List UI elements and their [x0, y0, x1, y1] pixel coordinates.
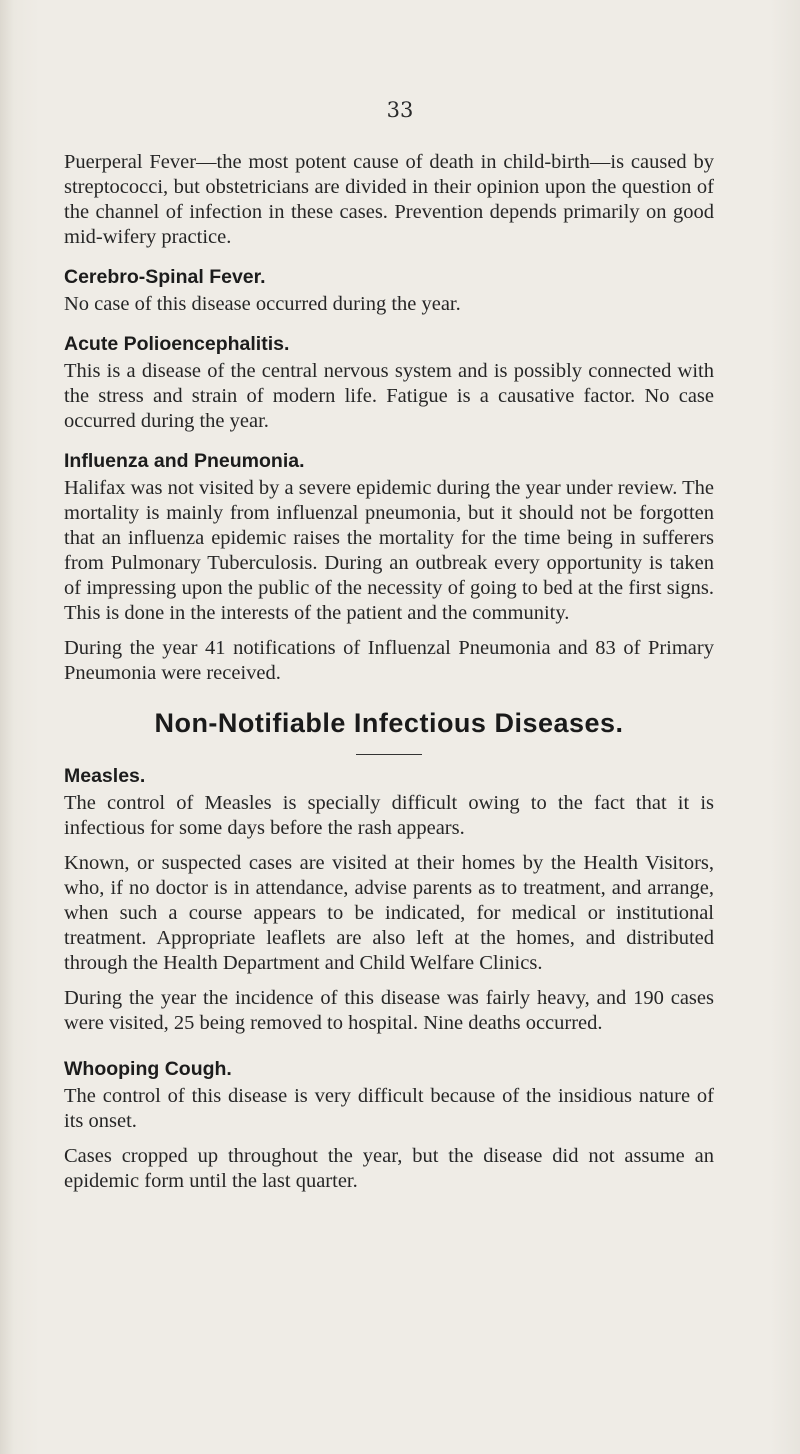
- page-content: [64, 150, 714, 1204]
- section-divider: [356, 754, 422, 755]
- measles-paragraph-2: Known, or suspected cases are visited at their homes by the Health Visitors, who, if no doctor is in attendance, advise parents as to treatment, and arrange, when such a course appears to be indicated, for medical or institutional treatment. Appropriate leaflets are also left at the homes, and distributed through the Health Department and Child Welfare Clinics.: [64, 852, 714, 974]
- page-number: 33: [386, 98, 414, 122]
- measles-paragraph-1: The control of Measles is specially difficult owing to the fact that it is infectious for some days before the rash appears.: [64, 792, 714, 839]
- whooping-cough-heading: Whooping Cough.: [64, 1058, 232, 1080]
- cerebro-spinal-paragraph: No case of this disease occurred during the year.: [64, 293, 461, 315]
- measles-heading: Measles.: [64, 765, 146, 787]
- whooping-cough-paragraph-1: The control of this disease is very difficult because of the insidious nature of its onset.: [64, 1085, 714, 1132]
- polio-heading: Acute Polioencephalitis.: [64, 333, 290, 355]
- non-notifiable-heading: Non-Notifiable Infectious Diseases.: [154, 708, 624, 738]
- puerperal-fever-paragraph: Puerperal Fever—the most potent cause of death in child-birth—is caused by streptococci, but obstetricians are divided in their opinion upon the question of the channel of infection in these cases. Prevention depends primarily on good mid-wifery practice.: [64, 151, 714, 248]
- influenza-paragraph-1: Halifax was not visited by a severe epidemic during the year under review. The mortality is mainly from influenzal pneumonia, but it should not be forgotten that an influenza epidemic raises the mortality for the time being in sufferers from Pulmonary Tuberculosis. During an outbreak every opportunity is taken of impressing upon the public of the necessity of going to bed at the first signs. This is done in the interests of the patient and the community.: [64, 477, 714, 624]
- polio-paragraph: This is a disease of the central nervous system and is possibly connected with the stress and strain of modern life. Fatigue is a causative factor. No case occurred during the year.: [64, 360, 714, 432]
- influenza-heading: Influenza and Pneumonia.: [64, 450, 305, 472]
- whooping-cough-paragraph-2: Cases cropped up throughout the year, but the disease did not assume an epidemic form until the last quarter.: [64, 1145, 714, 1192]
- measles-paragraph-3: During the year the incidence of this disease was fairly heavy, and 190 cases were visited, 25 being removed to hospital. Nine deaths occurred.: [64, 987, 714, 1034]
- influenza-paragraph-2: During the year 41 notifications of Influenzal Pneumonia and 83 of Primary Pneumonia were received.: [64, 637, 714, 684]
- cerebro-spinal-heading: Cerebro-Spinal Fever.: [64, 266, 266, 288]
